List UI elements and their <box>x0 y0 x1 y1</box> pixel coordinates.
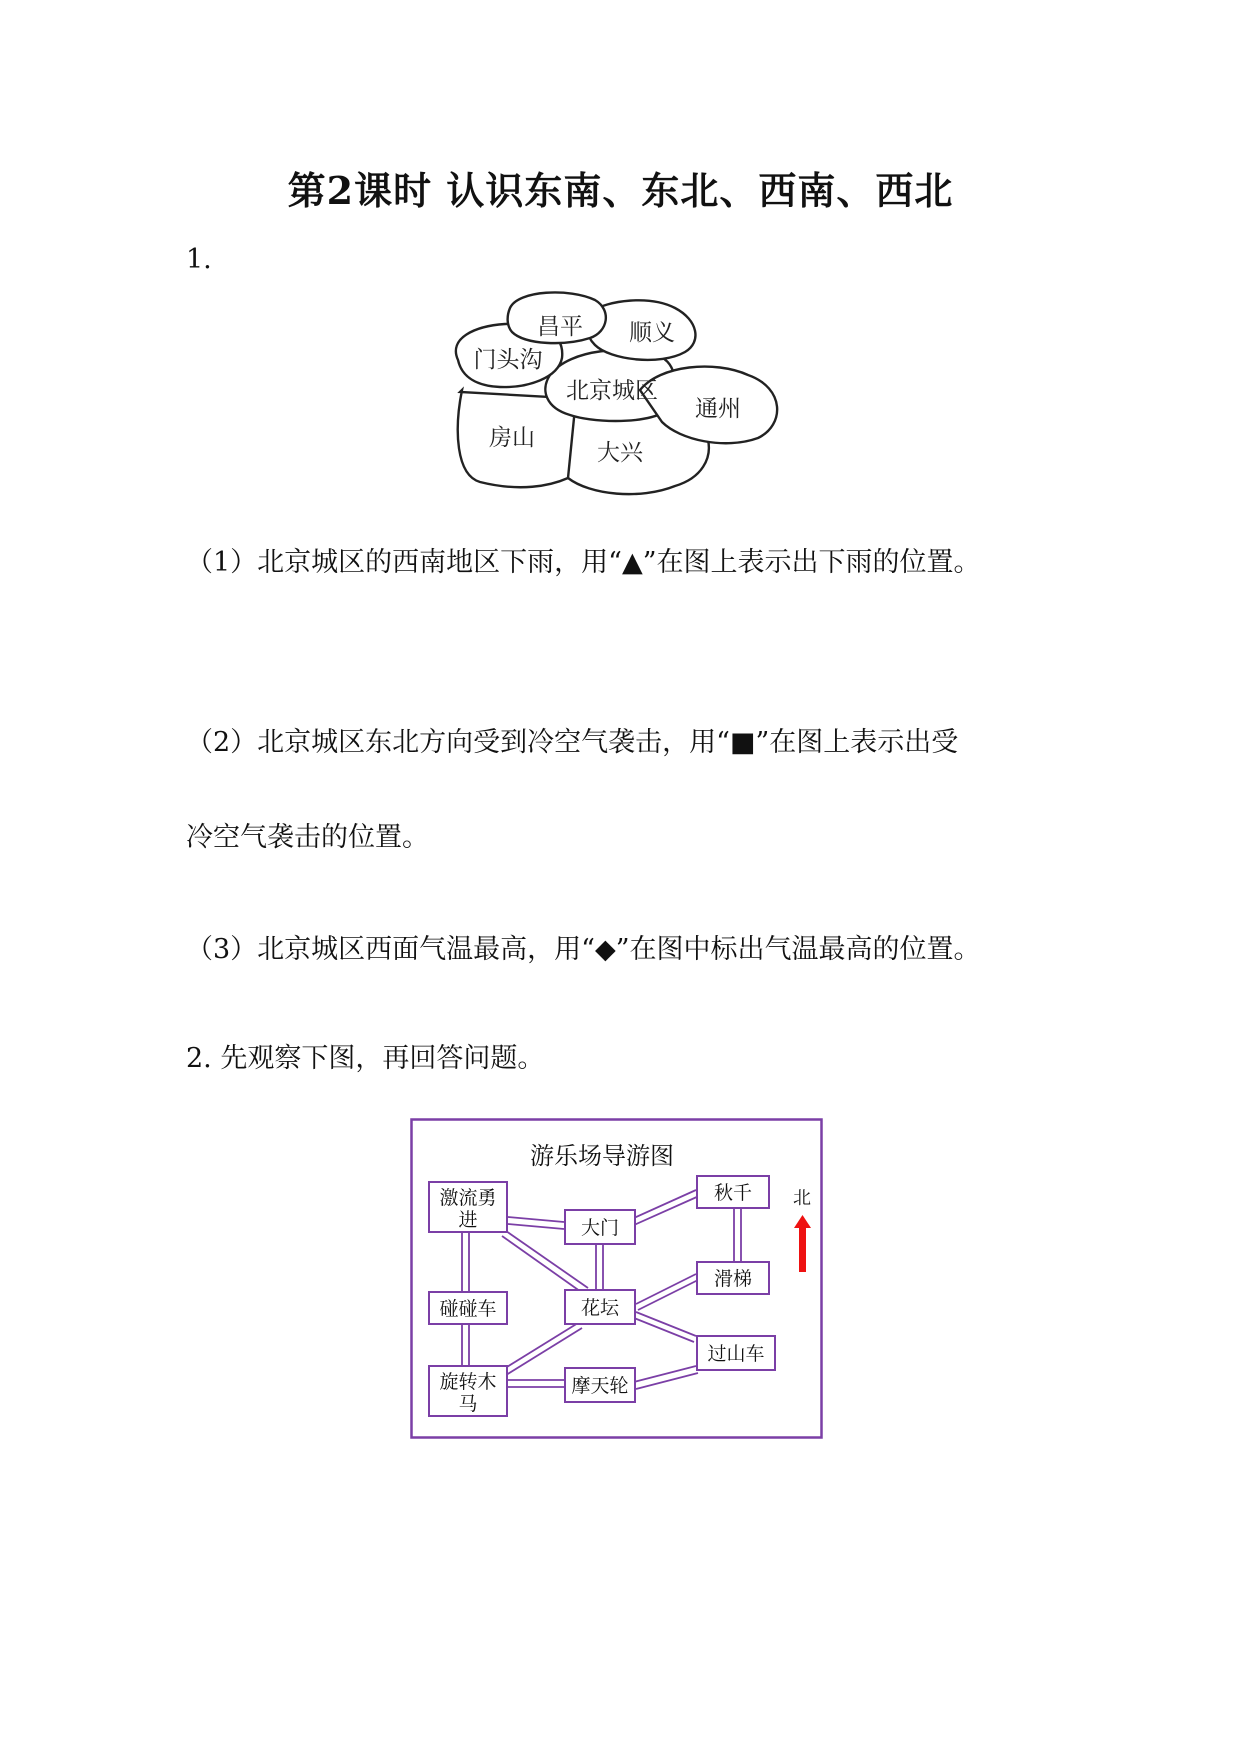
place-label-carousel: 马 <box>458 1393 478 1415</box>
beijing-district-map <box>440 290 800 505</box>
place-label-rafting: 激流勇 <box>439 1187 497 1209</box>
north-label: 北 <box>793 1188 811 1209</box>
district-label: 昌平 <box>537 314 583 340</box>
district-label: 门头沟 <box>473 347 543 373</box>
district-label: 大兴 <box>597 440 643 466</box>
place-label-carousel: 旋转木 <box>439 1371 497 1393</box>
question-1-part-3: （3）北京城区西面气温最高，用“◆”在图中标出气温最高的位置。 <box>186 934 981 965</box>
district-label: 房山 <box>489 425 535 451</box>
place-label-coaster: 过山车 <box>707 1343 765 1365</box>
place-label-slide: 滑梯 <box>713 1268 753 1290</box>
question-1-part-2-line-2: 冷空气袭击的位置。 <box>186 822 429 853</box>
question-1-part-1: （1）北京城区的西南地区下雨，用“▲”在图上表示出下雨的位置。 <box>186 547 981 578</box>
place-label-bumper: 碰碰车 <box>439 1298 497 1320</box>
district-label: 北京城区 <box>566 378 658 404</box>
district-label: 通州 <box>695 396 741 422</box>
place-label-gate: 大门 <box>580 1217 620 1239</box>
question-1-number: 1. <box>186 244 212 275</box>
district-border-fangshan-daxing <box>568 408 575 478</box>
place-label-flower: 花坛 <box>580 1297 620 1319</box>
district-label: 顺义 <box>629 320 675 346</box>
page-title: 第2课时 认识东南、东北、西南、西北 <box>287 168 954 213</box>
amusement-park-guide-map <box>410 1118 824 1440</box>
place-label-rafting: 进 <box>458 1209 478 1231</box>
question-1-part-2-line-1: （2）北京城区东北方向受到冷空气袭击，用“■”在图上表示出受 <box>186 727 959 758</box>
place-label-ferris: 摩天轮 <box>571 1375 629 1397</box>
place-label-swing: 秋千 <box>713 1182 753 1204</box>
question-2-prompt: 2. 先观察下图，再回答问题。 <box>186 1043 545 1074</box>
guide-title: 游乐场导游图 <box>530 1142 674 1170</box>
